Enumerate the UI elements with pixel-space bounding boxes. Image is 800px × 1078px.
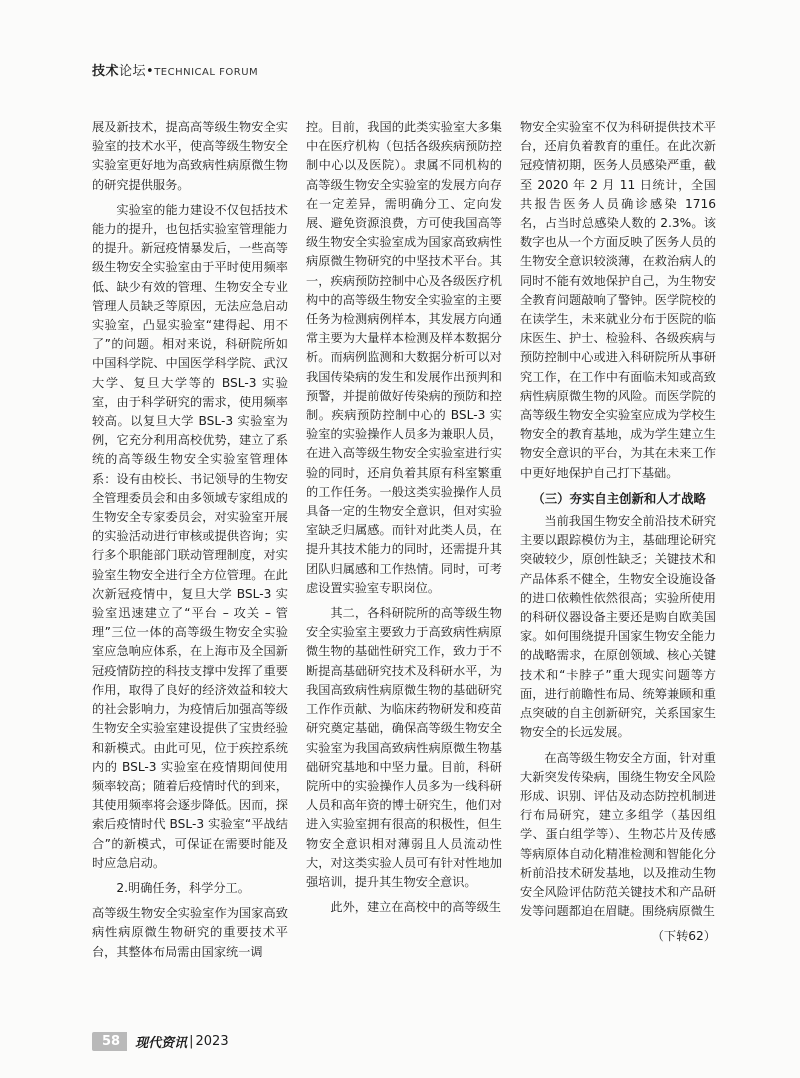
section-header	[92, 60, 258, 79]
paragraph: 物安全实验室不仅为科研提供技术平台，还肩负着教育的重任。在此次新冠疫情初期，医务人员感染严重，截至 2020 年 2 月 11 日统计，全国共报告医务人员确诊感染 1716 名，占当时总感染人数的 2.3%。该数字也从一个方面反映了医务人员的生物安全意识较淡薄，在救治病人的同时不能有效地保护自己，为生物安全教育问题敲响了警钟。医学院校的在读学生，未来就业分布于医院的临床医生、护士、检验科、各级疾病与预防控制中心或进入科研院所从事研究工作，在工作中有面临未知或高致病性病原微生物的风险。而医学院的高等级生物安全实验室应成为学校生物安全的教育基地，成为学生建立生物安全意识的平台，为其在未来工作中更好地保护自己打下基础。	[520, 120, 716, 480]
page-footer	[92, 1030, 229, 1052]
paragraph: 其二，各科研院所的高等级生物安全实验室主要致力于高致病性病原微生物的基础性研究工作，致力于不断提高基础研究技术及科研水平，为我国高致病性病原微生物的基础研究工作作贡献、为临床药物研发和疫苗研究奠定基础，确保高等级生物安全实验室为我国高致病性病原微生物基础研究基地和中坚力量。目前，科研院所中的实验操作人员多为一线科研人员和高年资的博士研究生，他们对进入实验室拥有很高的积极性，但生物安全意识相对薄弱且人员流动性大，对这类实验人员可有针对性地加强培训，提升其生物安全意识。	[306, 606, 502, 889]
subheading: 2.明确任务，科学分工。	[116, 880, 250, 895]
paragraph: 此外，建立在高校中的高等级生	[330, 900, 502, 915]
paragraph: 实验室的能力建设不仅包括技术能力的提升，也包括实验室管理能力的提升。新冠疫情暴发后，一些高等级生物安全实验室由于平时使用频率低、缺少有效的管理、生物安全专业管理人员缺乏等原因，无法应急启动实验室，凸显实验室“建得起、用不了”的问题。相对来说，科研院所如中国科学院、中国医学科学院、武汉大学、复旦大学等的 BSL-3 实验室，由于科学研究的需求，使用频率较高。以复旦大学 BSL-3 实验室为例，它充分利用高校优势，建立了系统的高等级生物安全实验室管理体系：设有由校长、书记领导的生物安全管理委员会和由多领域专家组成的生物安全专家委员会，对实验室开展的实验活动进行审核或提供咨询；实行多个职能部门联动管理制度，对实验室生物安全进行全方位管理。在此次新冠疫情中，复旦大学 BSL-3 实验室迅速建立了“平台 – 攻关 – 管理”三位一体的高等级生物安全实验室应急响应体系，在上海市及全国新冠疫情防控的科技支撑中发挥了重要作用，取得了良好的经济效益和较大的社会影响力，为疫情后加强高等级生物安全实验室建设提供了宝贵经验和新模式。由此可见，位于疾控系统内的 BSL-3 实验室在疫情期间使用频率较高；随着后疫情时代的到来，其使用频率将会逐步降低。因而，探索后疫情时代 BSL-3 实验室“平战结合”的新模式，可保证在需要时能及时应急启动。	[92, 202, 288, 870]
paragraph: 展及新技术，提高高等级生物安全实验室的技术水平，使高等级生物安全实验室更好地为高致病性病原微生物的研究提供服务。	[92, 120, 288, 192]
column-2	[306, 118, 502, 923]
footer-separator: |	[189, 1033, 194, 1049]
magazine-name: 现代资讯	[135, 1035, 188, 1051]
header-en: TECHNICAL FORUM	[154, 67, 259, 78]
footer-year: 2023	[195, 1033, 229, 1049]
section-heading: （三）夯实自主创新和人才战略	[532, 490, 706, 506]
column-3	[520, 118, 716, 947]
column-1	[92, 118, 288, 968]
header-bold: 技术	[92, 64, 120, 79]
header-dot: •	[146, 64, 155, 79]
continued-note: （下转62）	[651, 929, 716, 944]
paragraph: 在高等级生物安全方面，针对重大新突发传染病，围绕生物安全风险形成、识别、评估及动态防控机制进行布局研究，建立多组学（基因组学、蛋白组学等）、生物芯片及传感等病原体自动化精准检测和智能化分析前沿技术研发基地，以及推动生物安全风险评估防范关键技术和产品研发等问题都迫在眉睫。围绕病原微生	[520, 750, 716, 919]
page-number: 58	[92, 1032, 127, 1051]
paragraph: 当前我国生物安全前沿技术研究主要以跟踪模仿为主，基础理论研究突破较少，原创性缺乏；关键技术和产品体系不健全，生物安全设施设备的进口依赖性依然很高；实验所使用的科研仪器设备主要还是购自欧美国家。如何围绕提升国家生物安全能力的战略需求，在原创领域、核心关键技术和“卡脖子”重大现实问题等方面，进行前瞻性布局、统筹兼顾和重点突破的自主创新研究，关系国家生物安全的长远发展。	[520, 514, 716, 740]
header-light: 论坛	[119, 64, 147, 79]
paragraph: 控。目前，我国的此类实验室大多集中在医疗机构（包括各级疾病预防控制中心以及医院）。隶属不同机构的高等级生物安全实验室的发展方向存在一定差异，需明确分工、定向发展、避免资源浪费，方可使我国高等级生物安全实验室成为国家高致病性病原微生物研究的中坚技术平台。其一，疾病预防控制中心及各级医疗机构中的高等级生物安全实验室的主要任务为检测病例样本，其发展方向通常主要为大量样本检测及样本数据分析。而病例监测和大数据分析可以对我国传染病的发生和发展作出预判和预警，并提前做好传染病的预防和控制。疾病预防控制中心的 BSL-3 实验室的实验操作人员多为兼职人员，在进入高等级生物安全实验室进行实验的同时，还肩负着其原有科室繁重的工作任务。一般这类实验操作人员具备一定的生物安全意识，但对实验室缺乏归属感。而针对此类人员，在提升其技术能力的同时，还需提升其团队归属感和工作热情。同时，可考虑设置实验室专职岗位。	[306, 120, 502, 595]
paragraph: 高等级生物安全实验室作为国家高致病性病原微生物研究的重要技术平台，其整体布局需由国家统一调	[92, 906, 288, 959]
